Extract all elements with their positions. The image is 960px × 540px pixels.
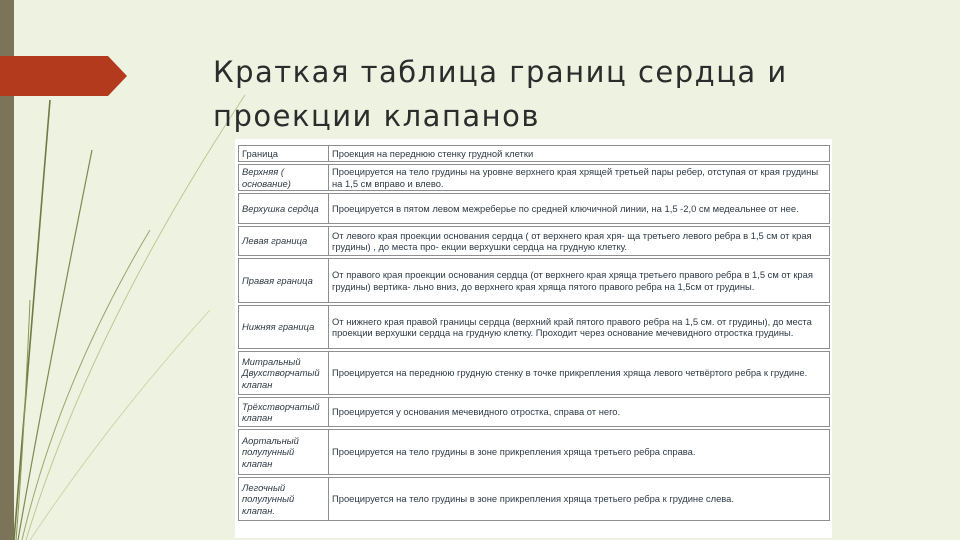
row-border-name: Митральный Двухстворчатый клапан	[238, 351, 329, 395]
header-projection-cell: Проекция на переднюю стенку грудной клетки	[329, 145, 830, 162]
row-border-name: Правая граница	[238, 258, 329, 303]
table-row	[238, 305, 830, 349]
row-projection: Проецируется в пятом левом межреберье по средней ключичной линии, на 1,5 -2,0 см медеальнее от нее.	[329, 193, 830, 224]
row-projection: От нижнего края правой границы сердца (верхний край пятого правого ребра на 1,5 см. от грудины), до места проекции верхушки сердца на грудную клетку. Проходит через основание мечевидного отростка грудины.	[329, 305, 830, 349]
row-projection: Проецируется на тело грудины на уровне верхнего края хрящей третьей пары ребер, отступая от края грудины на 1,5 см вправо и влево.	[329, 164, 830, 191]
table-row	[238, 351, 830, 395]
table-row	[238, 193, 830, 224]
heart-borders-table-image	[235, 139, 832, 538]
row-border-name: Легочный полулунный клапан.	[238, 477, 329, 521]
row-border-name: Верхушка сердца	[238, 193, 329, 224]
table-row	[238, 226, 830, 256]
row-border-name: Аортальный полулунный клапан	[238, 429, 329, 475]
row-border-name: Трёхстворчатый клапан	[238, 397, 329, 427]
table-row	[238, 477, 830, 521]
row-border-name: Верхняя ( основание)	[238, 164, 329, 191]
table-row	[238, 164, 830, 191]
table-row	[238, 429, 830, 475]
row-projection: Проецируется на тело грудины в зоне прикрепления хряща третьего ребра к грудине слева.	[329, 477, 830, 521]
row-projection: От правого края проекции основания сердца (от верхнего края хряща третьего правого ребра в 1,5 см от края грудины) вертика- льно вниз, до верхнего края хряща пятого правого ребра на 1,5см от грудины.	[329, 258, 830, 303]
row-border-name: Нижняя граница	[238, 305, 329, 349]
heart-borders-table	[238, 143, 830, 523]
header-border-cell: Граница	[238, 145, 329, 162]
row-projection: Проецируется у основания мечевидного отростка, справа от него.	[329, 397, 830, 427]
row-projection: Проецируется на переднюю грудную стенку в точке прикрепления хряща левого четвёртого ребра к грудине.	[329, 351, 830, 395]
table-row	[238, 397, 830, 427]
row-projection: От левого края проекции основания сердца ( от верхнего края хря- ща третьего левого ребра в 1,5 см от края грудины) , до места про- екции верхушки сердца на грудную клетку.	[329, 226, 830, 256]
table-header-row	[238, 145, 830, 162]
table-row	[238, 258, 830, 303]
row-border-name: Левая граница	[238, 226, 329, 256]
page-title: Краткая таблица границ сердца и проекции клапанов	[213, 55, 788, 133]
row-projection: Проецируется на тело грудины в зоне прикрепления хряща третьего ребра справа.	[329, 429, 830, 475]
